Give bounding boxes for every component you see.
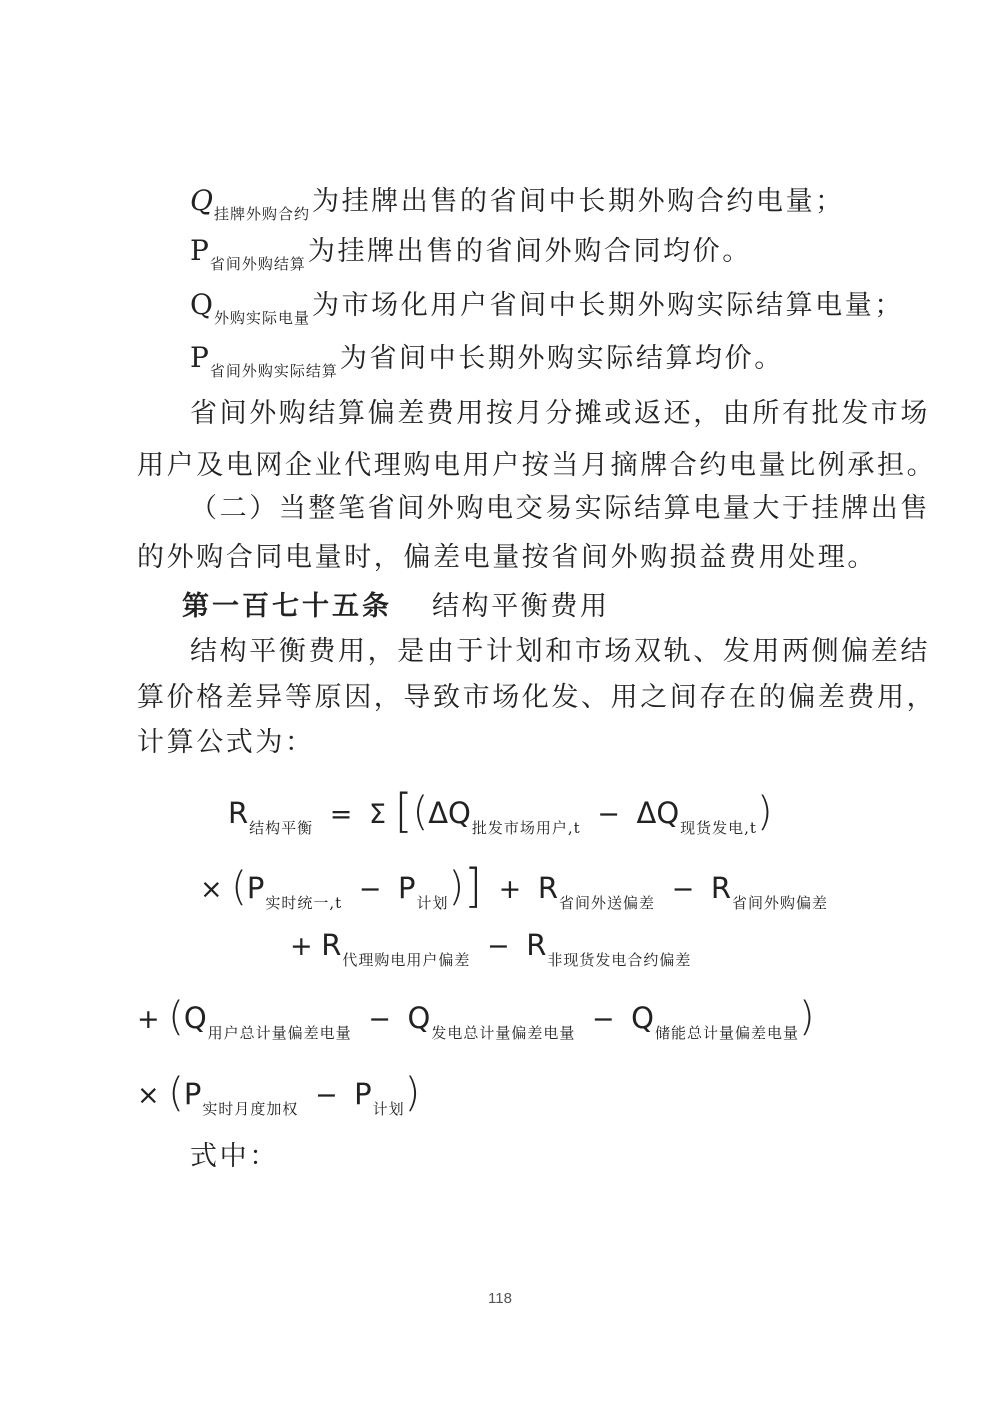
formula-subscript: 计划 — [416, 894, 449, 912]
formula-var: R — [710, 871, 731, 905]
formula-operator: − — [314, 1080, 338, 1111]
definition-symbol: P — [190, 234, 209, 267]
formula-subscript: 发电总计量偏差电量 — [431, 1024, 576, 1042]
formula-operator: + — [137, 1004, 160, 1035]
paragraph-line: 计算公式为： — [137, 727, 315, 758]
definition-text: 为市场化用户省间中长期外购实际结算电量； — [311, 290, 904, 321]
formula-var: P — [183, 1077, 202, 1111]
formula-subscript: 省间外送偏差 — [558, 894, 655, 912]
formula-var: P — [354, 1077, 372, 1111]
formula-line-2 — [200, 859, 828, 913]
definition-subscript: 外购实际电量 — [213, 309, 310, 327]
bracket-open: [ — [394, 784, 413, 838]
formula-subscript: 代理购电用户偏差 — [342, 951, 471, 969]
formula-operator: + — [498, 874, 522, 905]
bracket-close: ] — [464, 859, 483, 913]
formula-operator: − — [671, 874, 695, 905]
formula-var: R — [228, 796, 249, 830]
formula-var: Q — [631, 1001, 654, 1035]
formula-operator: + — [290, 931, 313, 962]
definition-subscript: 省间外购结算 — [209, 255, 306, 273]
formula-subscript: 用户总计量偏差电量 — [207, 1024, 352, 1042]
formula-var: P — [397, 871, 416, 905]
paren-open: ( — [412, 789, 429, 835]
formula-var: Q — [407, 1001, 431, 1035]
paragraph-line: 用户及电网企业代理购电用户按当月摘牌合约电量比例承担。 — [137, 450, 937, 481]
formula-line-1 — [228, 784, 773, 838]
formula-subscript: 结构平衡 — [249, 819, 314, 837]
formula-operator: × — [200, 874, 223, 905]
formula-operator: − — [591, 1004, 615, 1035]
paren-close: ) — [798, 994, 815, 1040]
definition-line — [190, 287, 904, 327]
paren-open: ( — [231, 864, 247, 910]
paragraph-line: 省间外购结算偏差费用按月分摊或返还，由所有批发市场 — [190, 398, 930, 429]
article-number: 第一百七十五条 — [182, 591, 392, 622]
definition-text: 为省间中长期外购实际结算均价。 — [339, 343, 784, 374]
formula-line-5 — [137, 1071, 420, 1119]
definition-line — [190, 340, 784, 380]
formula-operator: − — [597, 799, 620, 830]
formula-subscript: 现货发电,t — [680, 819, 757, 837]
where-label: 式中： — [190, 1141, 279, 1172]
formula-line-4 — [137, 995, 815, 1043]
sigma-symbol: Σ — [368, 799, 387, 830]
formula-var: P — [246, 871, 265, 905]
definition-subscript: 挂牌外购合约 — [213, 205, 310, 223]
definition-text: 为挂牌出售的省间中长期外购合约电量； — [311, 186, 845, 217]
formula-var: R — [537, 871, 558, 905]
article-heading — [182, 589, 610, 625]
paragraph-line: 算价格差异等原因，导致市场化发、用之间存在的偏差费用， — [137, 682, 937, 713]
paren-open: ( — [168, 1070, 184, 1116]
definition-line — [190, 183, 845, 223]
definition-symbol: Q — [190, 288, 213, 321]
formula-subscript: 计划 — [372, 1100, 405, 1118]
formula-operator: = — [329, 799, 353, 830]
formula-subscript: 批发市场用户,t — [471, 819, 581, 837]
paragraph-line: 结构平衡费用，是由于计划和市场双轨、发用两侧偏差结 — [190, 636, 930, 667]
formula-subscript: 实时统一,t — [265, 894, 343, 912]
formula-subscript: 储能总计量偏差电量 — [654, 1024, 799, 1042]
paragraph-line: （二）当整笔省间外购电交易实际结算电量大于挂牌出售 — [190, 493, 930, 524]
definition-subscript: 省间外购实际结算 — [209, 362, 338, 380]
formula-var: ΔQ — [428, 796, 471, 830]
article-title: 结构平衡费用 — [432, 591, 610, 622]
formula-subscript: 非现货发电合约偏差 — [547, 951, 692, 969]
paragraph-line: 的外购合同电量时，偏差电量按省间外购损益费用处理。 — [137, 542, 877, 573]
definition-symbol: Q — [190, 184, 213, 217]
formula-var: Q — [183, 1001, 207, 1035]
formula-operator: − — [486, 931, 510, 962]
formula-var: R — [526, 928, 547, 962]
definition-line — [190, 233, 752, 273]
paren-close: ) — [756, 789, 773, 835]
formula-operator: − — [358, 874, 382, 905]
paren-close: ) — [448, 864, 465, 910]
definition-text: 为挂牌出售的省间外购合同均价。 — [307, 236, 752, 267]
paren-close: ) — [404, 1070, 421, 1116]
formula-subscript: 省间外购偏差 — [731, 894, 828, 912]
definition-symbol: P — [190, 341, 209, 374]
paren-open: ( — [168, 994, 184, 1040]
formula-var: ΔQ — [636, 796, 680, 830]
formula-var: R — [321, 928, 342, 962]
formula-line-3 — [290, 925, 691, 970]
formula-operator: × — [137, 1080, 160, 1111]
formula-operator: − — [368, 1004, 391, 1035]
formula-subscript: 实时月度加权 — [202, 1100, 299, 1118]
page-number: 118 — [488, 1290, 512, 1307]
